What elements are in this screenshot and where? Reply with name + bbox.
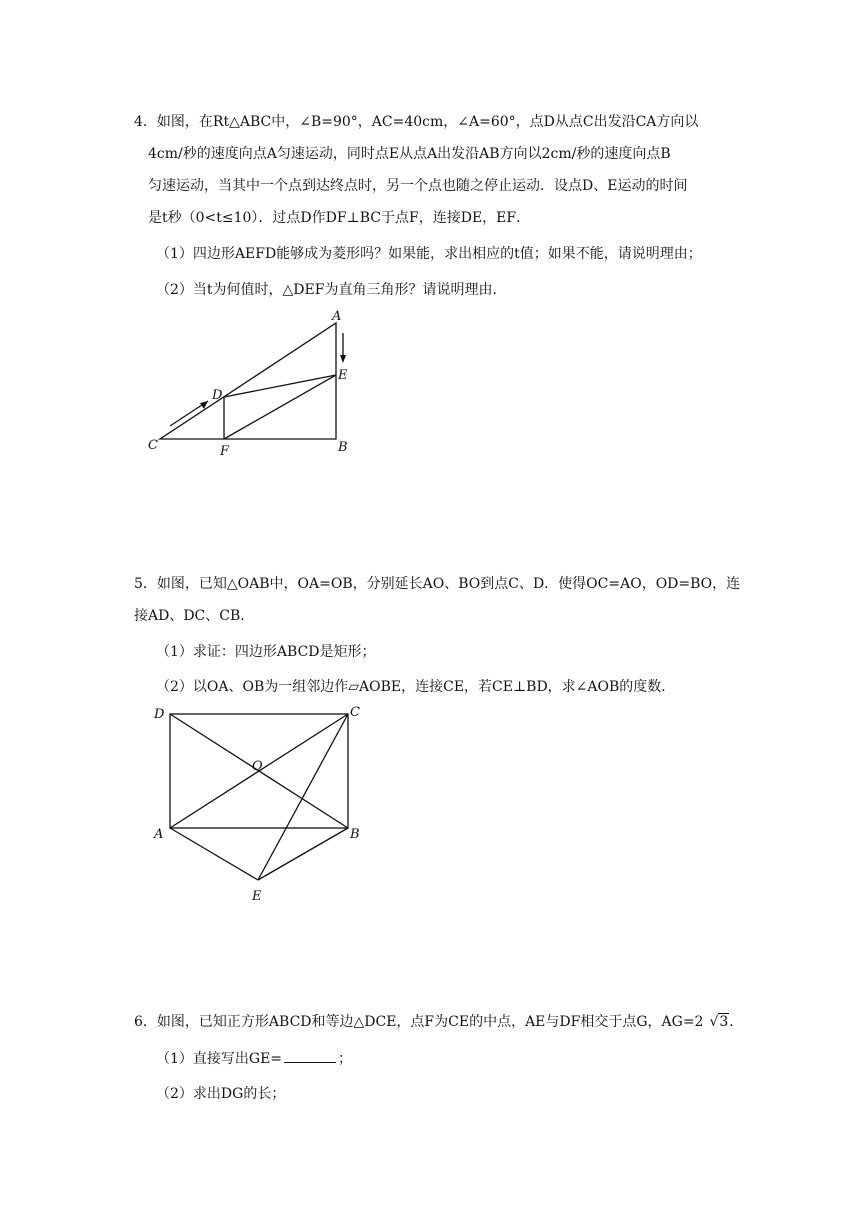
segment-ef	[224, 375, 336, 439]
label-a: A	[332, 309, 342, 324]
label-o: O	[252, 759, 263, 774]
label-c: C	[148, 438, 158, 453]
problem-5-line-1: 5．如图，已知△OAB中，OA=OB，分别延长AO、BO到点C、D．使得OC=AO，OD=BO，连	[134, 576, 741, 592]
problem-6-text: 6．如图，已知正方形ABCD和等边△DCE，点F为CE的中点，AE与DF相交于点G，AG=2	[134, 1014, 704, 1030]
segment-ce	[258, 714, 348, 880]
segment-ae	[170, 828, 258, 880]
problem-6-text-end: ．	[729, 1014, 744, 1030]
problem-5-sub-2: （2）以OA、OB为一组邻边作▱AOBE，连接CE，若CE⊥BD，求∠AOB的度数．	[156, 679, 676, 695]
label-d: D	[212, 388, 223, 403]
problem-4-line-2: 4cm/秒的速度向点A匀速运动，同时点E从点A出发沿AB方向以2cm/秒的速度向点B	[148, 146, 671, 162]
problem-4-sub-1: （1）四边形AEFD能够成为菱形吗？如果能，求出相应的t值；如果不能，请说明理由；	[156, 246, 702, 262]
sqrt-radicand: 3	[719, 1014, 729, 1030]
label-f: F	[220, 444, 230, 459]
label-e: E	[338, 368, 348, 383]
problem-5-sub-1: （1）求证：四边形ABCD是矩形；	[156, 644, 376, 660]
sqrt-expression: √3	[709, 1014, 729, 1030]
answer-blank[interactable]	[284, 1048, 336, 1063]
problem-4-sub-2: （2）当t为何值时，△DEF为直角三角形？请说明理由．	[156, 282, 507, 298]
problem-6-sub-1-end: ；	[338, 1051, 353, 1067]
problem-4-line-4: 是t秒（0<t≤10）．过点D作DF⊥BC于点F，连接DE，EF．	[148, 210, 531, 226]
problem-5-figure	[148, 700, 368, 910]
problem-5-line-2: 接AD、DC、CB．	[134, 608, 255, 624]
problem-6-sub-1	[156, 1048, 352, 1069]
label-b: B	[350, 827, 360, 842]
label-a: A	[154, 827, 164, 842]
problem-4-figure	[140, 305, 360, 465]
problem-4-line-1: 4．如图，在Rt△ABC中，∠B=90°，AC=40cm，∠A=60°，点D从点C出发沿CA方向以	[134, 114, 699, 130]
triangle-abc	[160, 323, 336, 439]
label-e: E	[252, 889, 262, 904]
problem-6-sub-2: （2）求出DG的长；	[156, 1086, 286, 1102]
label-b: B	[338, 440, 348, 455]
problem-4-line-3: 匀速运动，当其中一个点到达终点时，另一个点也随之停止运动．设点D、E运动的时间	[148, 178, 688, 194]
problem-6-line-1	[134, 1012, 743, 1032]
label-c: C	[350, 705, 360, 720]
problem-6-sub-1-text: （1）直接写出GE=	[156, 1051, 283, 1067]
label-d: D	[154, 707, 165, 722]
